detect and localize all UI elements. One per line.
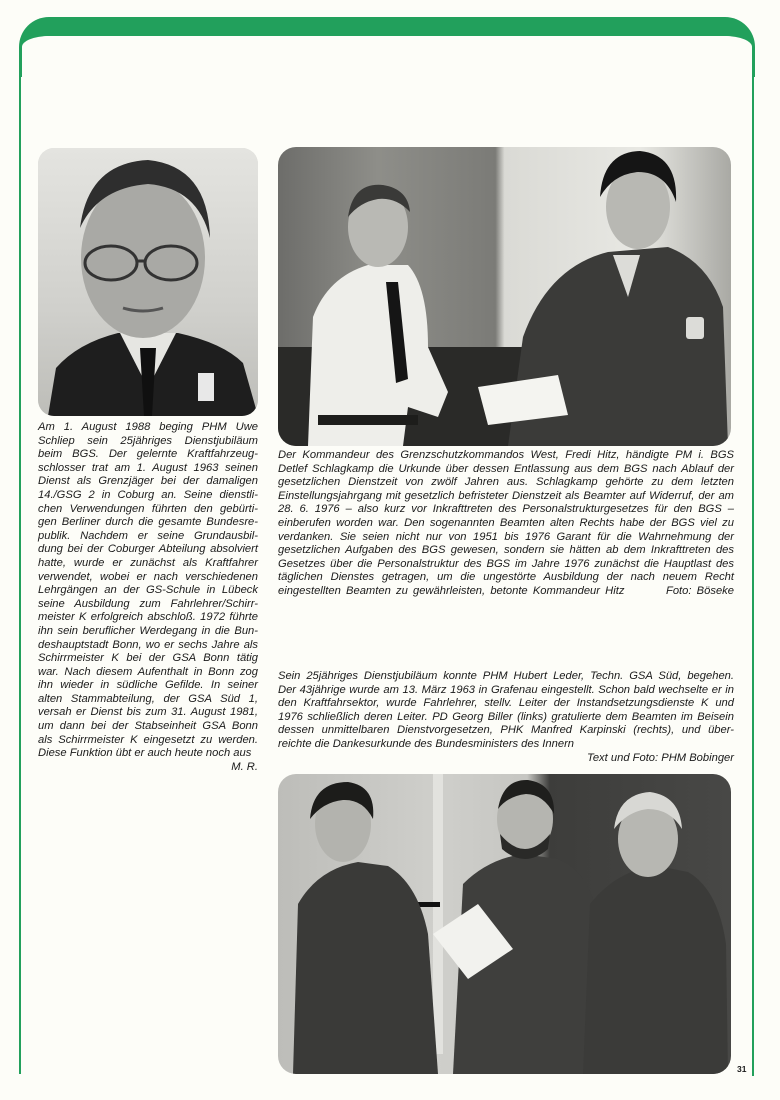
caption-line: Der 43jährige wurde am 13. März 1963 in Grafenau eingestellt. Schon bald wechselte er in — [278, 683, 734, 696]
article-line: als Schirrmeister K eingesetzt zu werden. — [38, 733, 258, 746]
article-line: publik. Nachdem er seine Grundausbil- — [38, 529, 258, 542]
caption-line: Gesetzes über die Personalstruktur des BGS im Jahre 1976 zunächst die Hauptlast des — [278, 557, 734, 570]
article-line: schlosser trat am 1. August 1963 seinen — [38, 461, 258, 474]
caption-line: 28. 6. 1976 – also kurz vor Inkrafttreten des Personalstrukturgesetzes für den BGS – — [278, 503, 734, 516]
article-line: beim BGS. Der gelernte Kraftfahrzeug- — [38, 448, 258, 461]
article-line: verwendet, wobei er nach verschiedenen — [38, 570, 258, 583]
caption-line: Der Kommandeur des Grenzschutzkommandos West, Fredi Hitz, händigte PM i. BGS — [278, 449, 734, 461]
page-number: 31 — [737, 1064, 747, 1074]
article-line: 14./GSG 2 in Coburg an. Seine dienstli- — [38, 488, 258, 501]
article-line: Schliep sein 25jähriges Dienstjubiläum — [38, 434, 258, 447]
caption-line: 1976 schließlich deren Leiter. PD Georg Biller (links) gratulierte dem Beamten im Beisein — [278, 710, 734, 723]
caption-line: Einstellungsjahrgang mit gesetzlich befristeter Dienstzeit als Beamter auf Widerruf, der am — [278, 489, 734, 502]
jubilee-caption — [278, 670, 734, 765]
left-article — [38, 421, 258, 774]
article-line: Diese Funktion übt er auch heute noch aus — [38, 747, 252, 760]
article-line: Am 1. August 1988 beging PHM Uwe — [38, 421, 258, 433]
handover-photo — [278, 147, 731, 446]
article-line: ihn wieder in südliche Gefilde. In seiner — [38, 679, 258, 692]
article-line: versah er Dienst bis zum 31. August 1981, — [38, 706, 258, 719]
article-line: chen Verwendungen führten den gebürti- — [38, 502, 258, 515]
article-line: hatte, wurde er zunächst als Kraftfahrer — [38, 556, 258, 569]
frame-inner-area — [22, 36, 752, 76]
photo-credit: Text und Foto: PHM Bobinger — [587, 751, 734, 764]
article-line: seine Ausbildung zum Fahrlehrer/Schirr- — [38, 597, 258, 610]
article-line: gen Berliner durch die gesamte Bundesre- — [38, 516, 258, 529]
handover-figures — [278, 147, 731, 446]
author-signature: M. R. — [231, 760, 258, 773]
article-line: dung bei der Coburger Abteilung absolviert — [38, 543, 258, 556]
article-line: alten Stammabteilung, der GSA Süd 1, — [38, 692, 258, 705]
caption-line: reichte die Dankesurkunde des Bundesministers des Innern — [278, 737, 575, 750]
article-line: ihn sein beruflicher Werdegang in die Bun- — [38, 624, 258, 637]
caption-line: gesetzlichen Aufgaben des BGS gewesen, sondern sie hätten ab dem Inkrafttreten des — [278, 544, 734, 557]
article-line: Lehrgängen an der GS-Schule in Lübeck — [38, 584, 258, 597]
article-line: Schirrmeister K bei der GSA Bonn tätig — [38, 652, 258, 665]
caption-line: einberufen worden war. Den sogenannten Beamten alten Rechts habe der BGS viel zu — [278, 516, 734, 529]
article-line: deshauptstadt Bonn, wo er sechs Jahre als — [38, 638, 258, 651]
caption-line: gesetzlichen Dienstzeit von zwölf Jahren aus. Schlagkamp gehörte zu dem letzten — [278, 476, 734, 489]
caption-line: den Kraftfahrsektor, wurde Fahrlehrer, stellv. Leiter der Instandsetzungsdienste K und — [278, 697, 734, 710]
article-line: Dienst als Grenzjäger bei der damaligen — [38, 475, 258, 488]
caption-line-with-photo-credit: eingestellten Beamten zu gewährleisten, betonte Kommandeur Hitz Foto: Böseke — [278, 584, 734, 597]
caption-line: Sein 25jähriges Dienstjubiläum konnte PHM Hubert Leder, Techn. GSA Süd, begehen. — [278, 670, 734, 682]
caption-line: täglichen Dienstes getragen, um die ungestörte Ausbildung der nach neuem Recht — [278, 571, 734, 584]
caption-line: Detlef Schlagkamp die Urkunde über dessen Entlassung aus dem BGS nach Ablauf der — [278, 462, 734, 475]
portrait-figure — [38, 148, 258, 416]
jubilee-photo — [278, 774, 731, 1074]
caption-line: verdanken. Sie seien nicht nur von 1951 bis 1976 Garant für die Wahrnehmung der — [278, 530, 734, 543]
article-line: meister K erfolgreich abschloß. 1972 führte — [38, 611, 258, 624]
handover-caption — [278, 449, 734, 599]
portrait-photo — [38, 148, 258, 416]
caption-line: dessen unmittelbaren Dienstvorgesetzen, PHK Manfred Karpinski (rechts), und über- — [278, 724, 734, 737]
article-line: um dann bei der Stabseinheit GSA Bonn — [38, 720, 258, 733]
green-frame-left-line — [19, 60, 21, 1074]
green-frame-right-line — [752, 60, 754, 1076]
jubilee-figures — [278, 774, 731, 1074]
article-line: war. Nach diesem Aufenthalt in Bonn zog — [38, 665, 258, 678]
